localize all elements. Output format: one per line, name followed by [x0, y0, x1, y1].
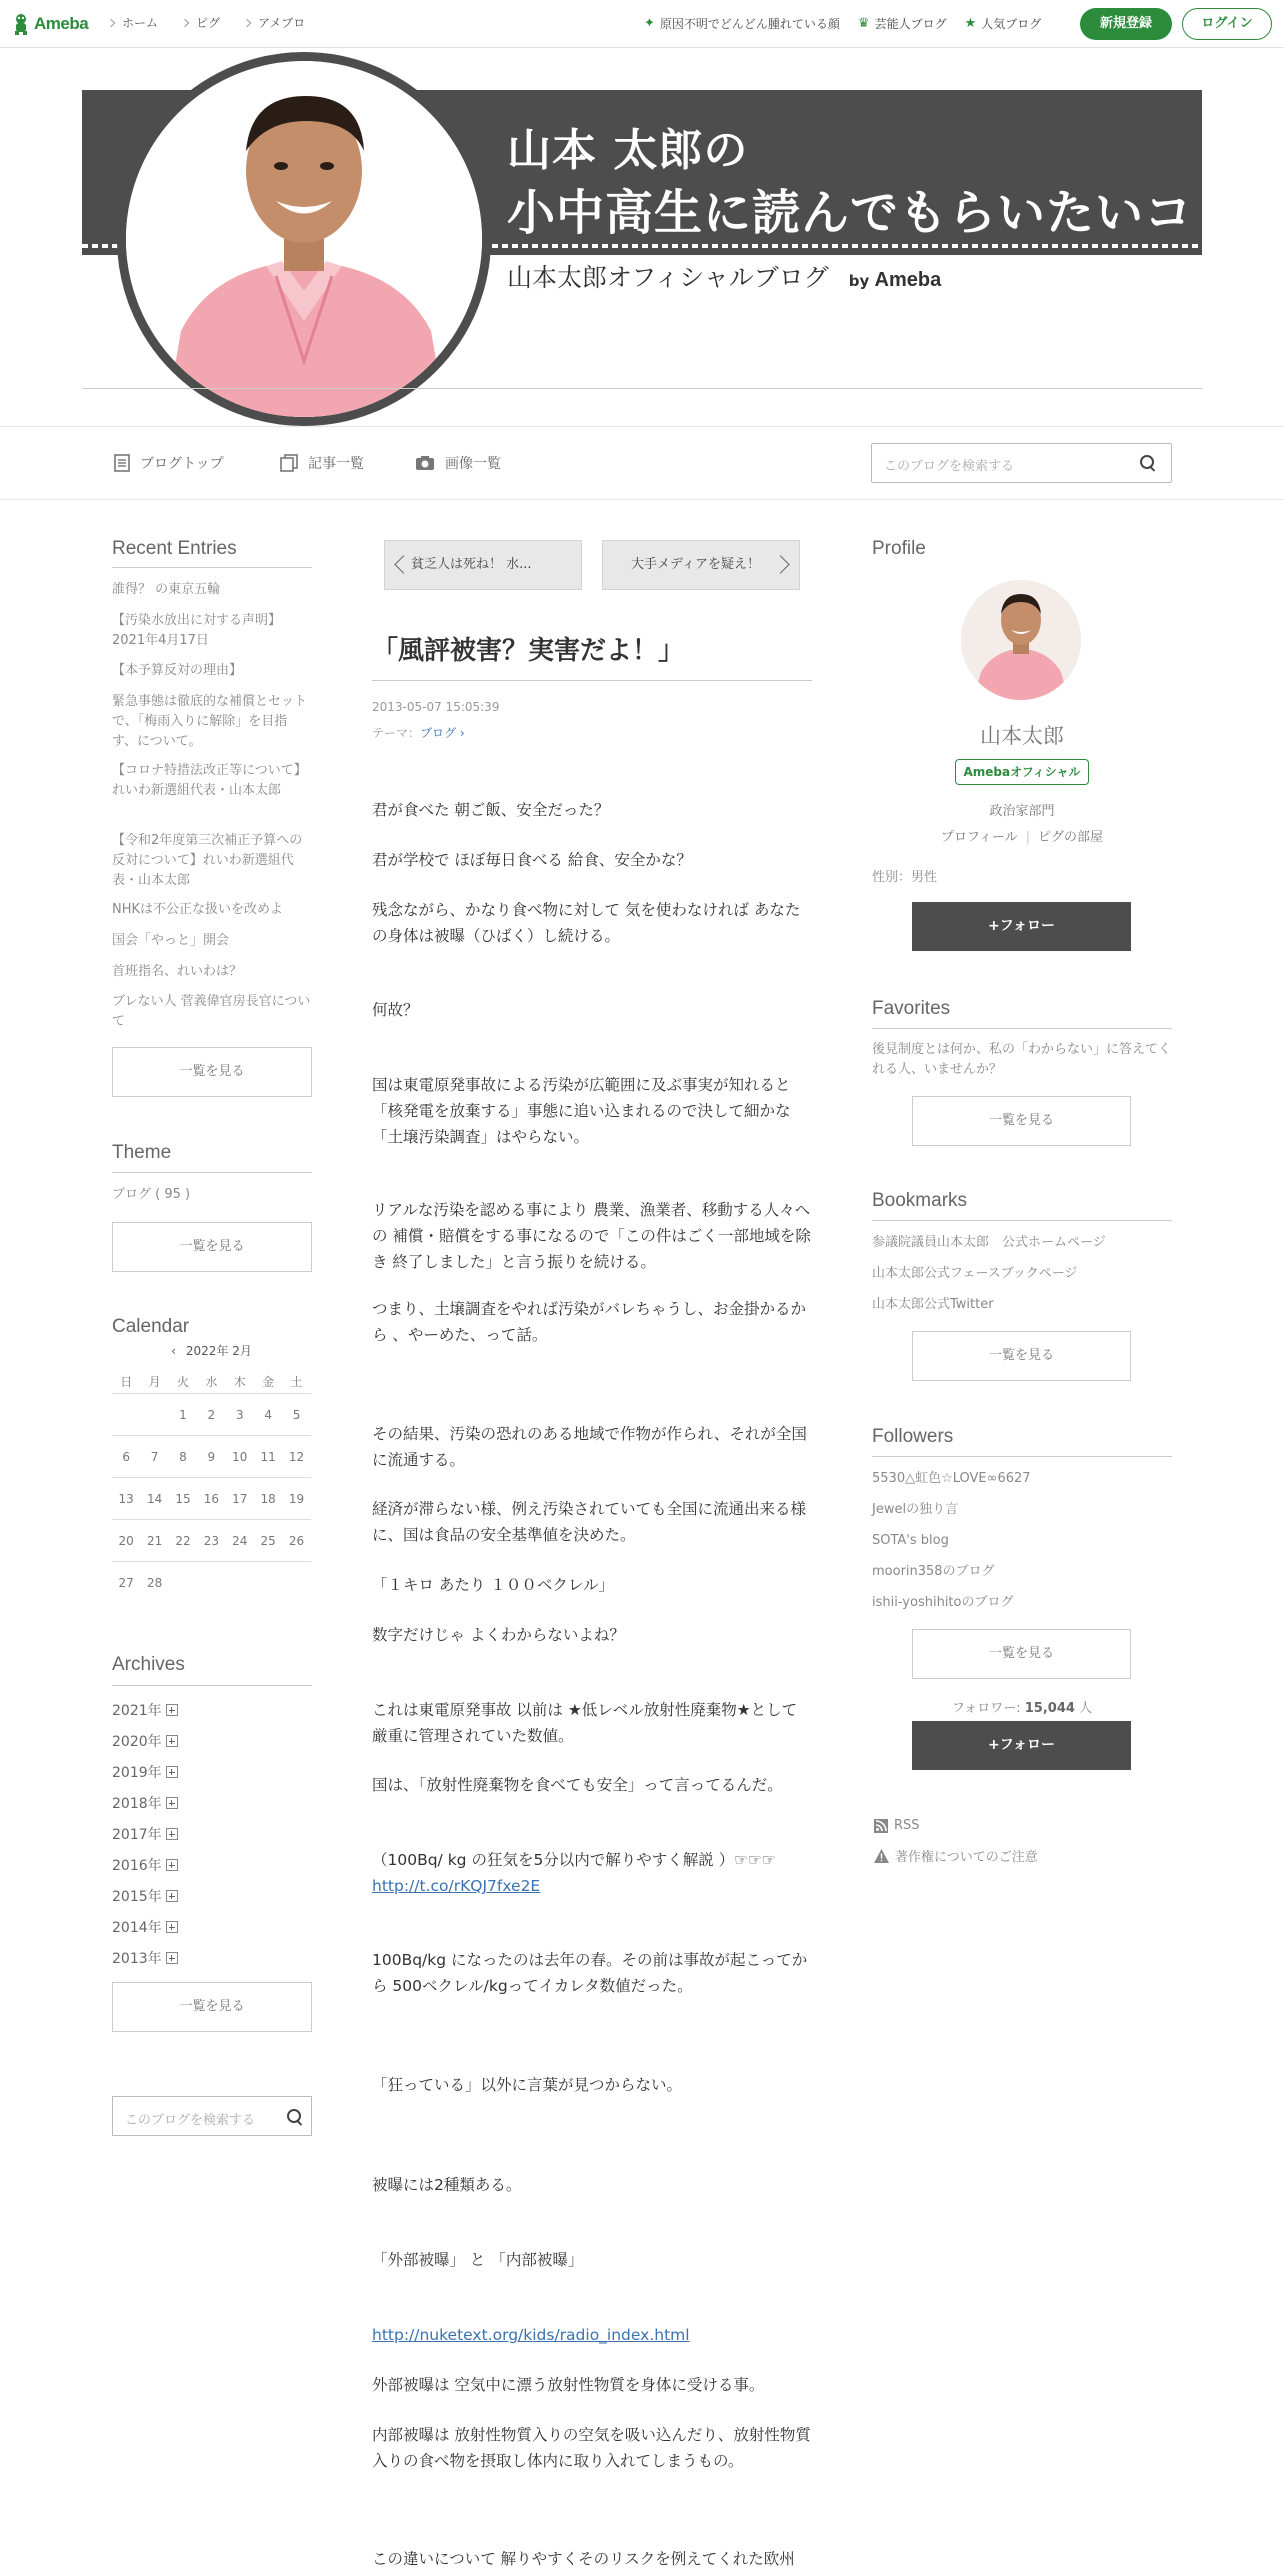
follow-button[interactable]: +フォロー [912, 902, 1131, 951]
calendar-day: 6 [122, 1450, 131, 1464]
profile-heading: Profile [872, 538, 926, 559]
bookmark-link[interactable]: 参議院議員山本太郎 公式ホームページ [872, 1235, 1106, 1250]
calendar-day: 13 [118, 1492, 134, 1506]
entry-list-link[interactable] [280, 453, 364, 473]
calendar-day: 25 [260, 1534, 276, 1548]
calendar-day: 27 [118, 1576, 134, 1590]
article-link-paragraph [372, 1873, 812, 1899]
follow-button[interactable]: +フォロー [912, 1721, 1131, 1770]
article-paragraph: この違いについて 解りやすくそのリスクを例えてくれた欧州 [372, 2550, 795, 2568]
calendar-month [112, 1342, 311, 1359]
popular-blog-label: 人気ブログ [981, 17, 1042, 31]
follower-count-unit: 人 [1079, 1701, 1093, 1716]
article-paragraph: 君が学校で ほぼ毎日食べる 給食、安全かな？ [372, 851, 692, 869]
official-badge: Amebaオフィシャル [955, 759, 1089, 785]
rss-link[interactable] [874, 1818, 920, 1833]
recent-entry-link[interactable]: 【汚染水放出に対する声明】2021年4月17日 [112, 613, 282, 648]
calendar-day [169, 1562, 197, 1604]
blog-title-line1: 山本 太郎の [507, 125, 749, 176]
expand-plus-icon[interactable] [166, 1921, 178, 1933]
recent-entry-link[interactable]: ブレない人 菅義偉官房長官について [112, 994, 311, 1029]
archive-year-label: 2017年 [112, 1827, 162, 1843]
recent-entries-more-button[interactable]: 一覧を見る [112, 1047, 312, 1097]
image-list-link[interactable] [415, 453, 501, 473]
ameba-brand: Ameba [874, 269, 942, 291]
expand-plus-icon[interactable] [166, 1704, 178, 1716]
calendar-day: 14 [146, 1492, 163, 1506]
article-paragraph: リアルな汚染を認める事により 農業、漁業者、移動する人々への 補償・賠償をする事になるので「この件はごく一部地域を除き 終了しました」と言う振りを続ける。 [372, 1201, 811, 1271]
article-paragraph: 君が食べた 朝ご飯、安全だった？ [372, 801, 610, 819]
follower-link[interactable]: ishii-yoshihitoのブログ [872, 1595, 1014, 1610]
article-paragraph: その結果、汚染の恐れのある地域で作物が作られ、それが全国に流通する。 [372, 1425, 807, 1469]
archive-year-label: 2019年 [112, 1765, 162, 1781]
article-paragraph: 被曝には2種類ある。 [372, 2176, 522, 2194]
bookmark-link[interactable]: 山本太郎公式フェースブックページ [872, 1266, 1078, 1281]
login-button[interactable]: ログイン [1182, 8, 1272, 40]
expand-plus-icon[interactable] [166, 1828, 178, 1840]
calendar-prev-icon[interactable]: ‹ [171, 1344, 176, 1358]
nav-ameblo-label: アメブロ [258, 16, 306, 30]
calendar-day [282, 1562, 310, 1604]
warning-icon [874, 1849, 889, 1863]
chevron-right-icon [771, 555, 789, 573]
calendar-day: 12 [288, 1450, 305, 1464]
calendar-day: 16 [203, 1492, 219, 1506]
profile-name[interactable]: 山本太郎 [980, 724, 1064, 748]
calendar-day: 11 [260, 1450, 276, 1464]
archive-year-label: 2020年 [112, 1734, 162, 1750]
followers-heading: Followers [872, 1426, 954, 1447]
person-portrait-illustration [961, 580, 1081, 700]
calendar-week-row [112, 1478, 311, 1520]
popular-blog-link[interactable] [965, 15, 1042, 32]
blog-subtitle-text: 山本太郎オフィシャルブログ [507, 263, 829, 292]
article-paragraph: 経済が滞らない様、例え汚染されていても全国に流通出来る様に、国は食品の安全基準値を決めた。 [372, 1500, 807, 1544]
calendar-week-row [112, 1436, 311, 1478]
ameba-mascot-icon [12, 13, 30, 35]
weekday-label: 火 [176, 1375, 189, 1389]
chevron-right-icon [181, 18, 189, 26]
calendar-day: 4 [264, 1408, 272, 1422]
calendar-day: 28 [146, 1576, 163, 1590]
sparkle-icon: ✦ [644, 16, 655, 31]
copyright-notice-label: 著作権についてのご注意 [895, 1850, 1038, 1865]
bookmarks-more-button[interactable]: 一覧を見る [912, 1331, 1131, 1381]
follower-count [872, 1697, 1172, 1716]
nav-home-label: ホーム [122, 16, 159, 30]
top-links [644, 15, 1041, 32]
blog-title-line2: 小中高生に読んでもらいたいコト [507, 185, 1243, 241]
article-link-paragraph [372, 2322, 812, 2348]
profile-avatar[interactable] [961, 580, 1081, 700]
calendar-day: 20 [118, 1534, 134, 1548]
calendar-day: 19 [288, 1492, 305, 1506]
article-theme-link[interactable]: ブログ › [420, 726, 465, 740]
blog-nav [0, 426, 1284, 500]
weekday-label: 水 [205, 1375, 218, 1389]
follower-count-value: 15,044 [1024, 1701, 1075, 1716]
copy-icon [280, 454, 298, 472]
trending-topic-link[interactable] [644, 15, 840, 32]
document-icon [114, 454, 130, 472]
recent-entry-link[interactable]: NHKは不公正な扱いを改めよ [112, 902, 284, 917]
theme-rule [112, 1172, 312, 1173]
blog-top-link[interactable] [114, 453, 224, 473]
calendar-day [254, 1562, 282, 1604]
recent-entry-link[interactable]: 緊急事態は徹底的な補償とセットで、「梅雨入りに解除」を目指す、について。 [112, 694, 308, 749]
followers-more-button[interactable]: 一覧を見る [912, 1629, 1131, 1679]
nav-pigg-label: ピグ [196, 16, 221, 30]
article-paragraph: 内部被曝は 放射性物質入りの空気を吸い込んだり、放射性物質入りの食べ物を摂取し体内に取り入れてしまうもの。 [372, 2426, 811, 2470]
recent-entry-link[interactable]: 首班指名、れいわは？ [112, 964, 243, 979]
article-paragraph: これは東電原発事故 以前は ★低レベル放射性廃棄物★として厳重に管理されていた数値。 [372, 1701, 798, 1745]
article-date: 2013-05-07 15:05:39 [372, 700, 500, 714]
recent-entry-link[interactable]: 国会「やっと」開会 [112, 933, 230, 948]
article-paragraph: 100Bq/kg になったのは去年の春。その前は事故が起こってから 500ベクレル/kgってイカレタ数値だった。 [372, 1951, 808, 1995]
weekday-label: 月 [148, 1375, 161, 1389]
archive-year[interactable] [112, 1855, 178, 1875]
article-theme-value: ブログ [420, 726, 457, 740]
recent-entry-link[interactable]: 誰得？ の東京五輪 [112, 582, 221, 597]
calendar-day: 8 [179, 1450, 187, 1464]
article-paragraph: 残念ながら、かなり食べ物に対して 気を使わなければ あなたの身体は被曝（ひばく）し続ける。 [372, 901, 801, 945]
follower-link[interactable]: moorin358のブログ [872, 1564, 995, 1579]
favorites-more-button[interactable]: 一覧を見る [912, 1096, 1131, 1146]
sidebar-search-placeholder: このブログを検索する [125, 2113, 256, 2128]
calendar-day: 15 [175, 1492, 191, 1506]
prev-entry-label: 貧乏人は死ね！ 水... [411, 557, 532, 572]
global-header [0, 0, 1284, 48]
calendar-week-row [112, 1520, 311, 1562]
calendar-day: 21 [146, 1534, 163, 1548]
calendar-day: 18 [260, 1492, 276, 1506]
profile-category: 政治家部門 [989, 804, 1055, 819]
article-title: 「風評被害？実害だよ！」 [372, 636, 685, 666]
sidebar-search-input[interactable] [112, 2096, 312, 2136]
calendar-week-row [112, 1562, 311, 1604]
calendar-day: 2 [207, 1408, 216, 1422]
calendar-day: 24 [232, 1534, 248, 1548]
favorite-link[interactable]: 後見制度とは何か、私の「わからない」に答えてくれる人、いませんか？ [872, 1042, 1172, 1077]
article-paragraph: 国は、「放射性廃棄物を食べても安全」って言ってるんだ。 [372, 1776, 783, 1794]
archive-year[interactable] [112, 1824, 178, 1844]
rss-icon [874, 1819, 888, 1833]
calendar-day [226, 1562, 254, 1604]
archive-year[interactable] [112, 1762, 178, 1782]
logo-text: Ameba [34, 14, 89, 33]
blog-search-input[interactable] [871, 443, 1172, 483]
entry-list-label: 記事一覧 [308, 456, 364, 472]
by-label: by [848, 272, 870, 290]
calendar-week-row [112, 1394, 311, 1436]
calendar-day: 22 [175, 1534, 191, 1548]
signup-button[interactable]: 新規登録 [1080, 8, 1172, 40]
expand-plus-icon[interactable] [166, 1859, 178, 1871]
bookmarks-heading: Bookmarks [872, 1190, 968, 1211]
calendar-weekday-row [112, 1370, 311, 1394]
next-entry-label: 大手メディアを疑え！ [631, 557, 760, 572]
blog-subtitle [507, 258, 941, 294]
recent-entry-link[interactable]: 【コロナ特措法改正等について】れいわ新選組代表・山本太郎 [112, 763, 307, 798]
recent-entry-link[interactable]: 【本予算反対の理由】 [112, 663, 243, 678]
expand-plus-icon[interactable] [166, 1890, 178, 1902]
prev-entry-button[interactable] [384, 540, 582, 590]
calendar-day: 17 [232, 1492, 248, 1506]
article-paragraph: 数字だけじゃ よくわからないよね？ [372, 1626, 625, 1644]
follower-link[interactable]: 5530△虹色☆LOVE∞6627 [872, 1471, 1031, 1486]
rss-label: RSS [894, 1818, 920, 1833]
weekday-label: 土 [290, 1375, 303, 1389]
article-paragraph: 「１キロ あたり １００ベクレル」 [372, 1576, 614, 1594]
calendar-day: 9 [207, 1450, 216, 1464]
article-paragraph: 国は東電原発事故による汚染が広範囲に及ぶ事実が知れると「核発電を放棄する」事態に追い込まれるので決して細かな「土壌汚染調査」はやらない。 [372, 1076, 791, 1146]
article-paragraph: （100Bq/ kg の狂気を5分以内で解りやすく解説 ）☞☞☞ [372, 1851, 776, 1869]
archive-year-label: 2021年 [112, 1703, 162, 1719]
follower-count-label: フォロワー: [951, 1701, 1021, 1716]
follower-link[interactable]: Jewelの独り言 [872, 1502, 959, 1517]
article-paragraph: 何故？ [372, 1001, 419, 1019]
image-list-label: 画像一覧 [445, 456, 501, 472]
bookmark-link[interactable]: 山本太郎公式Twitter [872, 1297, 994, 1312]
article-link[interactable]: http://t.co/rKQJ7fxe2E [372, 1877, 541, 1895]
recent-entries-heading: Recent Entries [112, 538, 237, 559]
article-theme-label: テーマ： [372, 726, 421, 740]
chevron-right-icon [107, 18, 115, 26]
archive-year[interactable] [112, 1793, 178, 1813]
archive-year[interactable] [112, 1886, 178, 1906]
calendar-day [140, 1394, 168, 1435]
blog-top-label: ブログトップ [140, 456, 224, 472]
favorites-heading: Favorites [872, 998, 951, 1019]
archives-heading: Archives [112, 1654, 185, 1675]
expand-plus-icon[interactable] [166, 1797, 178, 1809]
calendar-day: 3 [235, 1408, 244, 1422]
calendar-day [197, 1562, 225, 1604]
calendar-day: 7 [150, 1450, 159, 1464]
calendar-heading: Calendar [112, 1316, 190, 1337]
star-icon: ★ [964, 16, 977, 31]
profile-links [872, 826, 1172, 845]
bookmarks-rule [872, 1220, 1172, 1221]
article-paragraph: 外部被曝は 空気中に漂う放射性物質を身体に受ける事。 [372, 2376, 765, 2394]
expand-plus-icon[interactable] [166, 1735, 178, 1747]
calendar-day: 1 [179, 1408, 187, 1422]
expand-plus-icon[interactable] [166, 1952, 178, 1964]
profile-gender: 性別：男性 [872, 870, 938, 885]
archive-year[interactable] [112, 1917, 178, 1937]
weekday-label: 木 [233, 1375, 246, 1389]
weekday-label: 日 [120, 1375, 133, 1389]
article-title-rule [372, 680, 812, 681]
celebrity-blog-label: 芸能人ブログ [874, 17, 947, 31]
theme-more-button[interactable]: 一覧を見る [112, 1222, 312, 1272]
by-ameba [849, 269, 941, 292]
next-entry-button[interactable] [602, 540, 800, 590]
recent-entries-rule [112, 567, 312, 568]
archive-year[interactable] [112, 1700, 178, 1720]
archive-year-label: 2018年 [112, 1796, 162, 1812]
search-placeholder: このブログを検索する [884, 459, 1015, 474]
nav-ameblo[interactable] [244, 14, 305, 31]
article-paragraph: つまり、土壌調査をやれば汚染がバレちゃうし、お金掛かるから 、やーめた、って話。 [372, 1300, 807, 1344]
article-link[interactable]: http://nuketext.org/kids/radio_index.html [372, 2326, 690, 2344]
global-nav [108, 14, 305, 31]
crown-icon: ♛ [857, 16, 870, 31]
header-avatar [117, 52, 491, 426]
ameba-logo[interactable] [12, 12, 88, 36]
nav-home[interactable] [108, 14, 158, 31]
camera-icon [415, 455, 435, 471]
profile-link[interactable]: プロフィール [940, 830, 1018, 845]
article-paragraph: 「狂っている」以外に言葉が見つからない。 [372, 2076, 683, 2094]
search-icon[interactable] [287, 2109, 303, 2125]
person-portrait-illustration [126, 61, 482, 417]
archive-year[interactable] [112, 1731, 178, 1751]
archives-rule [112, 1685, 312, 1686]
chevron-right-icon [243, 18, 251, 26]
archive-year-label: 2015年 [112, 1889, 162, 1905]
search-icon[interactable] [1140, 455, 1156, 471]
header-divider [82, 388, 1202, 389]
weekday-label: 金 [262, 1375, 275, 1389]
calendar-day: 10 [232, 1450, 248, 1464]
followers-rule [872, 1456, 1172, 1457]
follower-link[interactable]: SOTA's blog [872, 1533, 949, 1548]
theme-heading: Theme [112, 1142, 172, 1163]
archive-year-label: 2013年 [112, 1951, 162, 1967]
recent-entry-link[interactable]: 【令和2年度第三次補正予算への反対について】れいわ新選組代表・山本太郎 [112, 833, 303, 888]
trending-topic-label: 原因不明でどんどん腫れている顔 [659, 17, 840, 31]
archive-year-label: 2016年 [112, 1858, 162, 1874]
celebrity-blog-link[interactable] [858, 15, 947, 32]
archive-year[interactable] [112, 1948, 178, 1968]
calendar-month-label: 2022年 2月 [185, 1344, 252, 1358]
archive-year-label: 2014年 [112, 1920, 162, 1936]
calendar-day: 26 [288, 1534, 305, 1548]
calendar-grid [112, 1370, 311, 1604]
calendar-day: 23 [203, 1534, 219, 1548]
nav-pigg[interactable] [182, 14, 220, 31]
theme-link[interactable]: ブログ ( 95 ) [112, 1187, 191, 1202]
calendar-day [112, 1394, 140, 1435]
pigg-room-link[interactable]: ピグの部屋 [1038, 830, 1104, 845]
calendar-day: 5 [292, 1408, 301, 1422]
favorites-rule [872, 1028, 1172, 1029]
chevron-left-icon [394, 555, 412, 573]
article-theme [372, 724, 465, 741]
copyright-notice-link[interactable] [874, 1846, 1038, 1865]
expand-plus-icon[interactable] [166, 1766, 178, 1778]
article-paragraph: 「外部被曝」 と 「内部被曝」 [372, 2251, 584, 2269]
archives-more-button[interactable]: 一覧を見る [112, 1982, 312, 2032]
link-separator: | [1025, 830, 1031, 845]
